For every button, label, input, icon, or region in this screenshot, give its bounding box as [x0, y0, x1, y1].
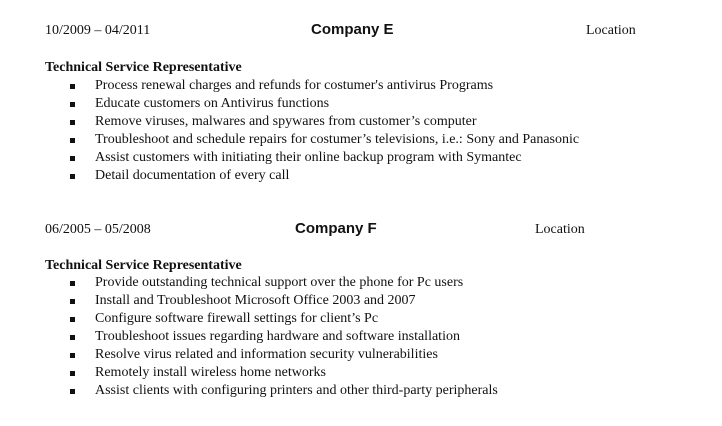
duty-text: Assist customers with initiating their online backup program with Symantec	[95, 150, 522, 165]
company-name: Company F	[295, 220, 377, 237]
duty-text: Educate customers on Antivirus functions	[95, 96, 330, 111]
company-name: Company E	[311, 21, 394, 38]
bullet-icon	[70, 371, 75, 376]
bullet-icon	[70, 174, 75, 179]
duty-text: Assist clients with configuring printers and other third-party peripherals	[95, 383, 498, 398]
bullet-icon	[70, 156, 75, 161]
duty-text: Remove viruses, malwares and spywares from customer’s computer	[95, 114, 477, 129]
duty-text: Detail documentation of every call	[95, 168, 290, 183]
duty-text: Resolve virus related and information security vulnerabilities	[95, 347, 438, 362]
job-title: Technical Service Representative	[45, 258, 242, 273]
duty-text: Troubleshoot and schedule repairs for costumer’s televisions, i.e.: Sony and Panasonic	[95, 132, 580, 147]
duty-text: Troubleshoot issues regarding hardware and software installation	[95, 329, 460, 344]
duty-text: Process renewal charges and refunds for costumer's antivirus Programs	[95, 78, 494, 93]
bullet-icon	[70, 102, 75, 107]
bullet-icon	[70, 281, 75, 286]
duty-text: Provide outstanding technical support over the phone for Pc users	[95, 275, 464, 290]
bullet-icon	[70, 299, 75, 304]
job-title: Technical Service Representative	[45, 60, 242, 75]
job-dates: 06/2005 – 05/2008	[45, 222, 151, 237]
bullet-icon	[70, 138, 75, 143]
bullet-icon	[70, 389, 75, 394]
job-location: Location	[586, 23, 636, 38]
bullet-icon	[70, 335, 75, 340]
job-dates: 10/2009 – 04/2011	[45, 23, 151, 38]
job-location: Location	[535, 222, 585, 237]
bullet-icon	[70, 84, 75, 89]
bullet-icon	[70, 120, 75, 125]
duty-text: Remotely install wireless home networks	[95, 365, 326, 380]
duty-text: Configure software firewall settings for client’s Pc	[95, 311, 379, 326]
bullet-icon	[70, 353, 75, 358]
duty-text: Install and Troubleshoot Microsoft Office 2003 and 2007	[95, 293, 416, 308]
bullet-icon	[70, 317, 75, 322]
